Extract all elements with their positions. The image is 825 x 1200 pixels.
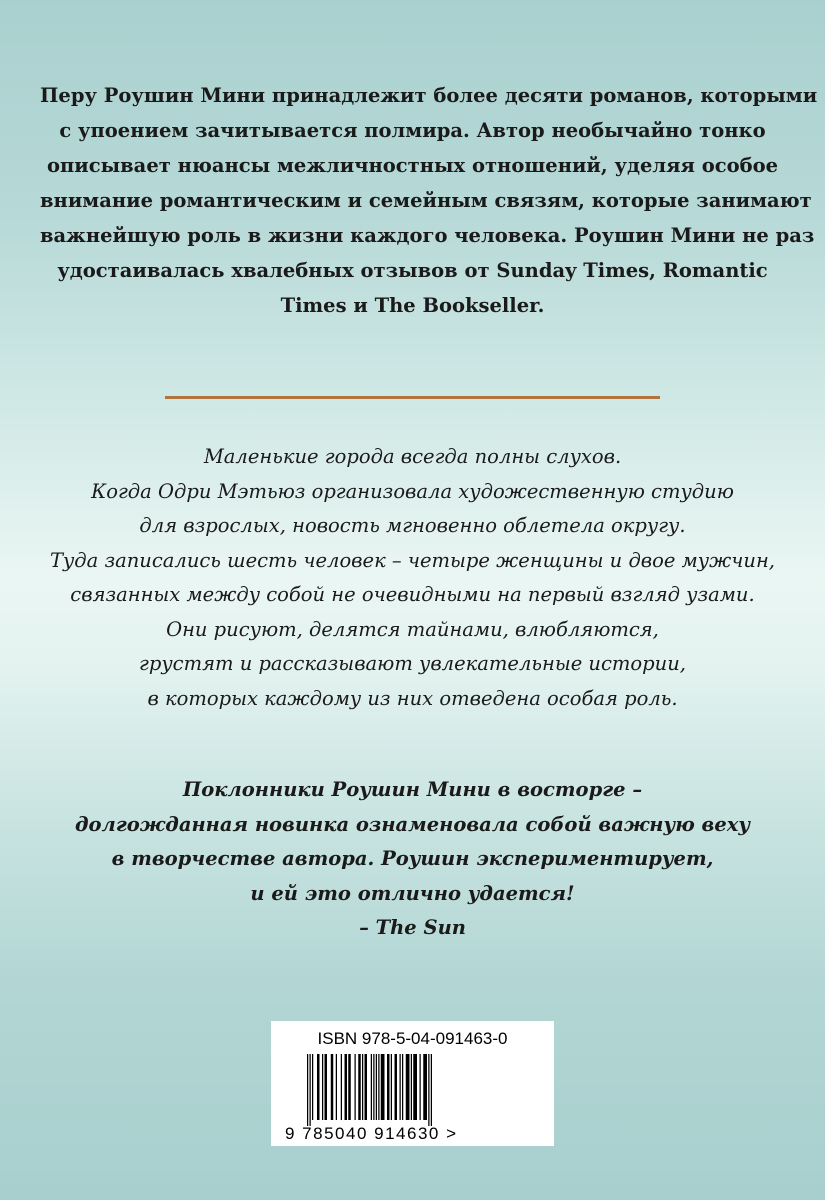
blurb-line: Они рисуют, делятся тайнами, влюбляются, <box>166 617 659 641</box>
review-line: и ей это отлично удается! <box>250 881 575 905</box>
barcode-bar <box>387 1054 390 1120</box>
barcode-bar <box>358 1054 361 1120</box>
blurb-line: для взрослых, новость мгновенно облетела округу. <box>139 514 686 537</box>
barcode-bar <box>431 1054 432 1126</box>
bio-line: Times и The Bookseller. <box>280 294 545 317</box>
barcode-bar <box>331 1054 334 1120</box>
isbn-label: ISBN 978-5-04-091463-0 <box>317 1029 508 1048</box>
blurb-line: связанных между собой не очевидными на первый взгляд узами. <box>70 583 755 606</box>
barcode-bar <box>341 1054 342 1120</box>
barcode-bar <box>381 1054 385 1120</box>
bio-line: удостаивалась хвалебных отзывов от Sunday Times, Romantic <box>57 259 768 282</box>
bio-line: внимание романтическим и семейным связям, которые занимают <box>40 189 812 212</box>
barcode-bar <box>413 1054 417 1120</box>
barcode-bar <box>312 1054 313 1120</box>
barcode-bar <box>336 1054 337 1120</box>
barcode-bar <box>376 1054 377 1120</box>
press-review <box>40 773 785 946</box>
barcode-bars <box>305 1054 520 1126</box>
barcode-bar <box>317 1054 320 1120</box>
bio-line: с упоением зачитывается полмира. Автор необычайно тонко <box>59 119 766 142</box>
author-bio <box>40 78 818 323</box>
barcode-bar <box>373 1054 374 1120</box>
bio-line: важнейшую роль в жизни каждого человека. Роушин Мини не раз <box>40 224 815 247</box>
divider-rule <box>165 396 660 399</box>
isbn-barcode-block <box>271 1021 554 1146</box>
barcode-bar <box>355 1054 356 1120</box>
bio-line: описывает нюансы межличностных отношений, уделяя особое <box>46 154 779 177</box>
barcode-bar <box>423 1054 427 1120</box>
barcode-bar <box>362 1054 363 1120</box>
review-source: – The Sun <box>359 916 466 939</box>
barcode-bar <box>391 1054 392 1120</box>
barcode-bar <box>395 1054 398 1120</box>
barcode-bar <box>310 1054 311 1126</box>
blurb-line: Туда записались шесть человек – четыре женщины и двое мужчин, <box>49 548 776 572</box>
barcode-bar <box>371 1054 372 1120</box>
barcode-bar <box>428 1054 429 1126</box>
blurb-line: в которых каждому из них отведена особая роль. <box>147 686 678 710</box>
barcode-bar <box>345 1054 348 1120</box>
blurb-line: Маленькие города всегда полны слухов. <box>203 445 622 468</box>
barcode-bar <box>307 1054 308 1126</box>
blurb-line: Когда Одри Мэтьюз организовала художественную студию <box>91 479 734 503</box>
bio-line: Перу Роушин Мини принадлежит более десяти романов, которыми <box>40 84 818 107</box>
barcode-bar <box>411 1054 412 1120</box>
blurb-line: грустят и рассказывают увлекательные истории, <box>139 652 686 675</box>
barcode-bar <box>325 1054 328 1120</box>
review-line: долгожданная новинка ознаменовала собой важную веху <box>74 812 751 836</box>
barcode-bar <box>402 1054 403 1120</box>
barcode-digits: 9 785040 914630 > <box>285 1124 458 1143</box>
review-line: в творчестве автора. Роушин экспериментирует, <box>111 847 714 870</box>
barcode-bar <box>348 1054 351 1120</box>
barcode-bar <box>400 1054 401 1120</box>
barcode-bar <box>406 1054 410 1120</box>
barcode-bar <box>322 1054 323 1120</box>
barcode-bar <box>365 1054 368 1120</box>
book-blurb <box>40 440 785 716</box>
barcode-bar <box>378 1054 379 1120</box>
barcode-bar <box>420 1054 421 1120</box>
review-line: Поклонники Роушин Мини в восторге – <box>182 778 643 801</box>
